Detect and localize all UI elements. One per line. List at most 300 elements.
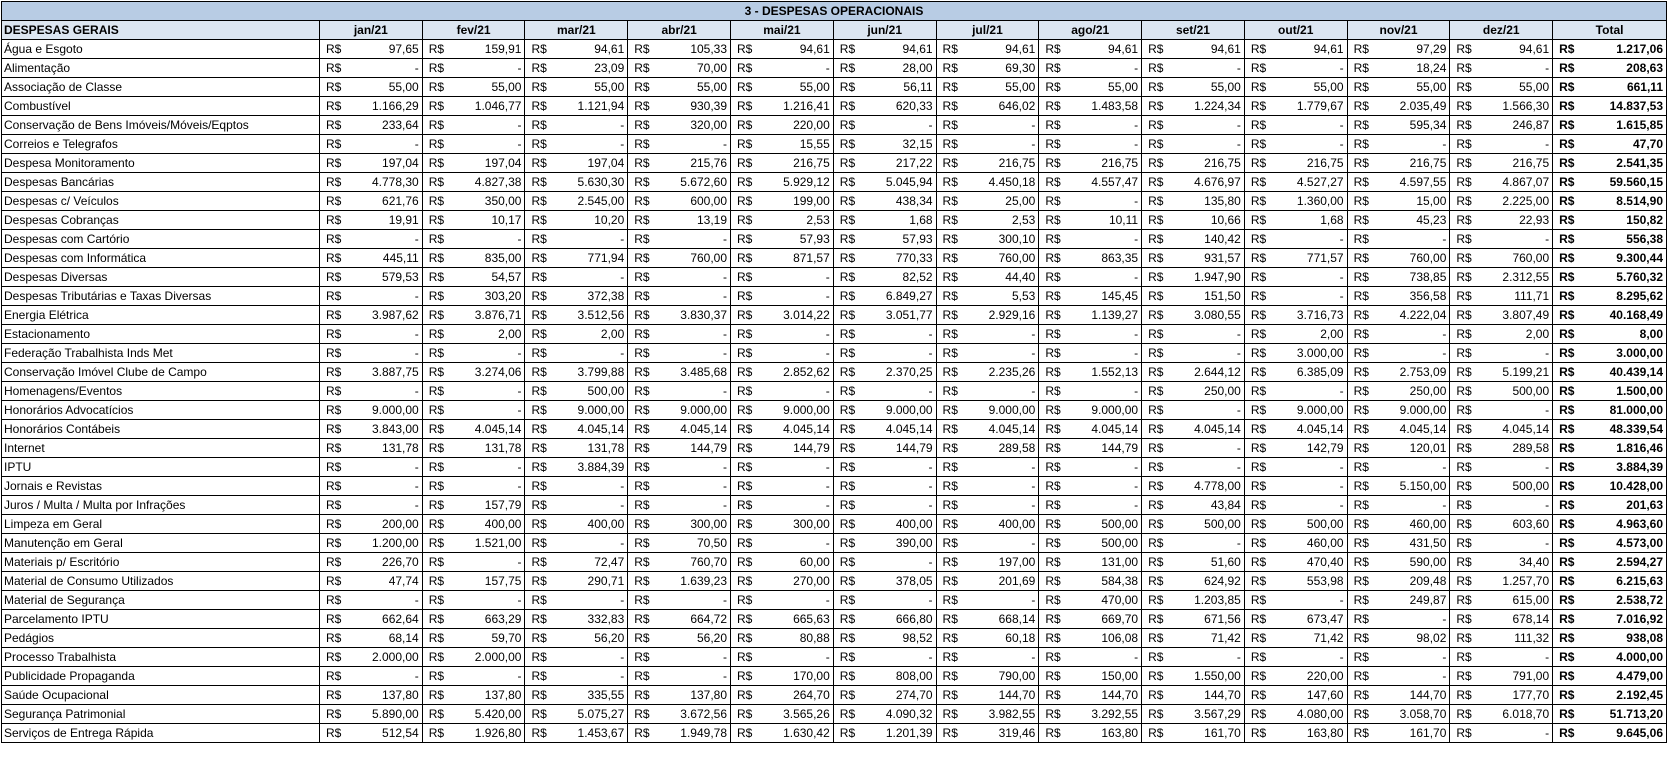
month-amount: - [859,591,936,610]
month-amount: 9.000,00 [551,401,628,420]
month-header: ago/21 [1039,21,1142,40]
currency-symbol: R$ [1553,667,1577,686]
month-amount: 4.080,00 [1270,705,1347,724]
month-amount: - [653,648,730,667]
month-amount: 4.676,97 [1167,173,1244,192]
currency-symbol: R$ [319,173,345,192]
currency-symbol: R$ [1244,420,1270,439]
row-label: Despesas Tributárias e Taxas Diversas [2,287,320,306]
currency-symbol: R$ [1553,135,1577,154]
month-amount: 18,24 [1373,59,1450,78]
month-amount: - [448,458,525,477]
currency-symbol: R$ [1553,610,1577,629]
month-amount: 400,00 [859,515,936,534]
currency-symbol: R$ [1142,173,1168,192]
month-amount: - [448,667,525,686]
month-amount: - [756,534,833,553]
row-total: 1.500,00 [1576,382,1666,401]
table-row [2,705,1667,724]
currency-symbol: R$ [319,686,345,705]
month-amount: 3.000,00 [1270,344,1347,363]
currency-symbol: R$ [1347,591,1373,610]
month-amount: - [1476,230,1553,249]
currency-symbol: R$ [1347,211,1373,230]
month-amount: 4.045,14 [1373,420,1450,439]
month-amount: 9.000,00 [653,401,730,420]
currency-symbol: R$ [422,306,448,325]
month-amount: 3.014,22 [756,306,833,325]
month-amount: 217,22 [859,154,936,173]
currency-symbol: R$ [422,97,448,116]
table-row [2,420,1667,439]
currency-symbol: R$ [1244,40,1270,59]
table-row [2,306,1667,325]
currency-symbol: R$ [1142,325,1168,344]
currency-symbol: R$ [1450,154,1476,173]
month-amount: 55,00 [1167,78,1244,97]
month-amount: 3.876,71 [448,306,525,325]
currency-symbol: R$ [422,211,448,230]
row-total: 2.538,72 [1576,591,1666,610]
month-amount: 673,47 [1270,610,1347,629]
currency-symbol: R$ [525,477,551,496]
month-amount: 500,00 [1167,515,1244,534]
currency-symbol: R$ [833,420,859,439]
month-amount: 216,75 [962,154,1039,173]
currency-symbol: R$ [1039,59,1065,78]
currency-symbol: R$ [1142,591,1168,610]
currency-symbol: R$ [1553,287,1577,306]
currency-symbol: R$ [1347,515,1373,534]
currency-symbol: R$ [833,686,859,705]
month-amount: 111,32 [1476,629,1553,648]
currency-symbol: R$ [731,363,757,382]
currency-symbol: R$ [936,686,962,705]
currency-symbol: R$ [628,363,654,382]
currency-symbol: R$ [628,724,654,743]
month-amount: 3.887,75 [345,363,422,382]
month-amount: 216,75 [1373,154,1450,173]
month-amount: 2.852,62 [756,363,833,382]
month-amount: 131,78 [345,439,422,458]
month-amount: - [653,268,730,287]
currency-symbol: R$ [422,572,448,591]
month-amount: - [345,382,422,401]
row-total: 81.000,00 [1576,401,1666,420]
month-amount: - [1270,496,1347,515]
month-amount: - [1270,116,1347,135]
currency-symbol: R$ [1142,572,1168,591]
currency-symbol: R$ [1039,135,1065,154]
month-amount: 9.000,00 [756,401,833,420]
currency-symbol: R$ [833,287,859,306]
currency-symbol: R$ [833,173,859,192]
currency-symbol: R$ [628,97,654,116]
currency-symbol: R$ [936,667,962,686]
currency-symbol: R$ [1244,553,1270,572]
month-amount: 15,00 [1373,192,1450,211]
currency-symbol: R$ [1347,268,1373,287]
month-amount: - [1167,534,1244,553]
table-row [2,363,1667,382]
currency-symbol: R$ [936,724,962,743]
month-amount: - [551,496,628,515]
month-amount: 170,00 [756,667,833,686]
currency-symbol: R$ [1450,97,1476,116]
currency-symbol: R$ [422,344,448,363]
row-label: Juros / Multa / Multa por Infrações [2,496,320,515]
currency-symbol: R$ [1450,116,1476,135]
table-row [2,173,1667,192]
currency-symbol: R$ [1142,97,1168,116]
currency-symbol: R$ [1039,705,1065,724]
month-amount: 603,60 [1476,515,1553,534]
month-amount: - [1065,59,1142,78]
row-label: Alimentação [2,59,320,78]
currency-symbol: R$ [1553,230,1577,249]
month-amount: 615,00 [1476,591,1553,610]
month-amount: - [1270,458,1347,477]
currency-symbol: R$ [1142,78,1168,97]
currency-symbol: R$ [628,420,654,439]
currency-symbol: R$ [628,515,654,534]
operational-expenses-table [1,1,1667,743]
currency-symbol: R$ [1553,344,1577,363]
month-amount: 372,38 [551,287,628,306]
month-amount: - [448,230,525,249]
currency-symbol: R$ [731,572,757,591]
currency-symbol: R$ [1553,78,1577,97]
currency-symbol: R$ [628,287,654,306]
month-amount: 2.545,00 [551,192,628,211]
currency-symbol: R$ [1244,230,1270,249]
month-amount: 595,34 [1373,116,1450,135]
currency-symbol: R$ [525,439,551,458]
currency-symbol: R$ [1450,439,1476,458]
month-amount: 5.420,00 [448,705,525,724]
currency-symbol: R$ [1347,420,1373,439]
currency-symbol: R$ [1244,249,1270,268]
currency-symbol: R$ [1244,705,1270,724]
currency-symbol: R$ [731,401,757,420]
month-amount: 332,83 [551,610,628,629]
currency-symbol: R$ [1244,610,1270,629]
currency-symbol: R$ [525,534,551,553]
currency-symbol: R$ [1142,705,1168,724]
month-amount: - [1065,116,1142,135]
currency-symbol: R$ [525,40,551,59]
month-amount: - [551,591,628,610]
month-amount: 145,45 [1065,287,1142,306]
currency-symbol: R$ [731,230,757,249]
month-amount: - [448,401,525,420]
row-label: Despesas c/ Veículos [2,192,320,211]
month-amount: - [653,496,730,515]
currency-symbol: R$ [422,382,448,401]
currency-symbol: R$ [1450,287,1476,306]
month-amount: - [756,382,833,401]
currency-symbol: R$ [1347,534,1373,553]
month-amount: 579,53 [345,268,422,287]
currency-symbol: R$ [1450,610,1476,629]
month-amount: 3.799,88 [551,363,628,382]
month-amount: 94,61 [1065,40,1142,59]
month-amount: 47,74 [345,572,422,591]
month-amount: 791,00 [1476,667,1553,686]
month-amount: - [1270,382,1347,401]
month-amount: 9.000,00 [345,401,422,420]
currency-symbol: R$ [422,591,448,610]
month-amount: - [1065,458,1142,477]
currency-symbol: R$ [525,78,551,97]
month-amount: 400,00 [551,515,628,534]
table-row [2,591,1667,610]
month-amount: 159,91 [448,40,525,59]
currency-symbol: R$ [525,192,551,211]
month-amount: 70,50 [653,534,730,553]
month-amount: 3.051,77 [859,306,936,325]
month-amount: 5,53 [962,287,1039,306]
currency-symbol: R$ [1142,610,1168,629]
currency-symbol: R$ [319,477,345,496]
currency-symbol: R$ [319,268,345,287]
month-amount: - [345,496,422,515]
currency-symbol: R$ [731,325,757,344]
currency-symbol: R$ [422,268,448,287]
currency-symbol: R$ [936,610,962,629]
month-amount: 3.274,06 [448,363,525,382]
currency-symbol: R$ [422,154,448,173]
currency-symbol: R$ [422,249,448,268]
row-total: 2.594,27 [1576,553,1666,572]
month-amount: 55,00 [756,78,833,97]
month-amount: - [859,116,936,135]
currency-symbol: R$ [319,59,345,78]
month-amount: - [962,458,1039,477]
currency-symbol: R$ [1142,724,1168,743]
currency-symbol: R$ [1244,439,1270,458]
month-amount: - [1476,59,1553,78]
month-amount: 94,61 [1270,40,1347,59]
currency-symbol: R$ [1039,344,1065,363]
currency-symbol: R$ [731,610,757,629]
currency-symbol: R$ [1244,173,1270,192]
month-amount: - [1373,496,1450,515]
currency-symbol: R$ [1039,667,1065,686]
month-amount: 140,42 [1167,230,1244,249]
currency-symbol: R$ [1244,344,1270,363]
month-amount: 5.150,00 [1373,477,1450,496]
currency-symbol: R$ [628,78,654,97]
currency-symbol: R$ [525,610,551,629]
month-amount: 378,05 [859,572,936,591]
month-amount: - [551,116,628,135]
row-label: Conservação de Bens Imóveis/Móveis/Eqptos [2,116,320,135]
table-row [2,325,1667,344]
table-row [2,496,1667,515]
currency-symbol: R$ [1347,173,1373,192]
month-amount: - [1476,534,1553,553]
currency-symbol: R$ [1450,173,1476,192]
currency-symbol: R$ [1039,401,1065,420]
month-amount: - [551,477,628,496]
table-row [2,192,1667,211]
currency-symbol: R$ [1142,249,1168,268]
row-label: Conservação Imóvel Clube de Campo [2,363,320,382]
currency-symbol: R$ [1039,686,1065,705]
currency-symbol: R$ [319,325,345,344]
currency-symbol: R$ [1553,705,1577,724]
currency-symbol: R$ [731,268,757,287]
currency-symbol: R$ [936,420,962,439]
month-amount: 161,70 [1167,724,1244,743]
currency-symbol: R$ [422,686,448,705]
month-amount: 350,00 [448,192,525,211]
currency-symbol: R$ [833,705,859,724]
month-amount: - [551,534,628,553]
currency-symbol: R$ [422,458,448,477]
month-amount: 147,60 [1270,686,1347,705]
currency-symbol: R$ [628,591,654,610]
currency-symbol: R$ [525,705,551,724]
currency-symbol: R$ [1347,553,1373,572]
month-amount: 4.557,47 [1065,173,1142,192]
month-amount: 32,15 [859,135,936,154]
row-label: Pedágios [2,629,320,648]
row-total: 938,08 [1576,629,1666,648]
month-amount: 71,42 [1270,629,1347,648]
month-amount: 1.200,00 [345,534,422,553]
month-header: fev/21 [422,21,525,40]
month-amount: 111,71 [1476,287,1553,306]
currency-symbol: R$ [1450,59,1476,78]
month-amount: 590,00 [1373,553,1450,572]
currency-symbol: R$ [1553,477,1577,496]
currency-symbol: R$ [1142,116,1168,135]
month-amount: 3.512,56 [551,306,628,325]
month-amount: 220,00 [756,116,833,135]
month-amount: 3.982,55 [962,705,1039,724]
row-label: Internet [2,439,320,458]
month-amount: 6.849,27 [859,287,936,306]
currency-symbol: R$ [319,306,345,325]
row-label: Processo Trabalhista [2,648,320,667]
currency-symbol: R$ [628,173,654,192]
row-label: Combustível [2,97,320,116]
month-amount: 460,00 [1373,515,1450,534]
table-row [2,78,1667,97]
month-amount: 584,38 [1065,572,1142,591]
currency-symbol: R$ [936,496,962,515]
month-amount: - [653,135,730,154]
month-amount: 678,14 [1476,610,1553,629]
row-total: 2.541,35 [1576,154,1666,173]
currency-symbol: R$ [525,401,551,420]
month-amount: - [1270,135,1347,154]
month-amount: 2.000,00 [345,648,422,667]
month-amount: 289,58 [962,439,1039,458]
month-amount: 470,40 [1270,553,1347,572]
month-amount: 177,70 [1476,686,1553,705]
month-amount: 144,79 [859,439,936,458]
month-amount: - [962,135,1039,154]
row-label: Despesas Cobranças [2,211,320,230]
table-row [2,686,1667,705]
month-amount: 4.045,14 [1270,420,1347,439]
month-amount: 57,93 [859,230,936,249]
month-amount: 3.058,70 [1373,705,1450,724]
month-amount: 197,00 [962,553,1039,572]
table-row [2,667,1667,686]
currency-symbol: R$ [1244,97,1270,116]
month-amount: 4.045,14 [1065,420,1142,439]
currency-symbol: R$ [1450,534,1476,553]
month-amount: 6.018,70 [1476,705,1553,724]
currency-symbol: R$ [525,420,551,439]
month-amount: - [551,230,628,249]
month-amount: 5.045,94 [859,173,936,192]
currency-symbol: R$ [1450,249,1476,268]
month-amount: - [756,59,833,78]
row-total: 208,63 [1576,59,1666,78]
row-total: 10.428,00 [1576,477,1666,496]
row-total: 4.479,00 [1576,667,1666,686]
currency-symbol: R$ [1347,287,1373,306]
currency-symbol: R$ [1450,629,1476,648]
currency-symbol: R$ [1347,344,1373,363]
currency-symbol: R$ [422,230,448,249]
month-amount: - [1065,192,1142,211]
currency-symbol: R$ [1450,78,1476,97]
currency-symbol: R$ [1244,629,1270,648]
month-amount: 500,00 [551,382,628,401]
month-header: jun/21 [833,21,936,40]
currency-symbol: R$ [1347,610,1373,629]
currency-symbol: R$ [628,192,654,211]
currency-symbol: R$ [525,211,551,230]
month-amount: - [1167,59,1244,78]
currency-symbol: R$ [1039,382,1065,401]
month-amount: 246,87 [1476,116,1553,135]
month-amount: - [1065,268,1142,287]
currency-symbol: R$ [731,382,757,401]
currency-symbol: R$ [936,382,962,401]
month-header: mar/21 [525,21,628,40]
currency-symbol: R$ [1244,572,1270,591]
currency-symbol: R$ [1553,420,1577,439]
currency-symbol: R$ [525,667,551,686]
currency-symbol: R$ [422,401,448,420]
currency-symbol: R$ [731,591,757,610]
currency-symbol: R$ [525,553,551,572]
month-amount: 4.045,14 [1167,420,1244,439]
row-total: 3.884,39 [1576,458,1666,477]
month-amount: 55,00 [962,78,1039,97]
month-amount: - [756,648,833,667]
month-amount: - [345,667,422,686]
month-amount: - [1065,135,1142,154]
row-total: 40.168,49 [1576,306,1666,325]
currency-symbol: R$ [422,610,448,629]
month-amount: - [551,268,628,287]
currency-symbol: R$ [936,591,962,610]
currency-symbol: R$ [833,135,859,154]
row-label: Material de Segurança [2,591,320,610]
currency-symbol: R$ [422,496,448,515]
currency-symbol: R$ [1142,667,1168,686]
month-amount: - [756,477,833,496]
currency-symbol: R$ [1450,363,1476,382]
